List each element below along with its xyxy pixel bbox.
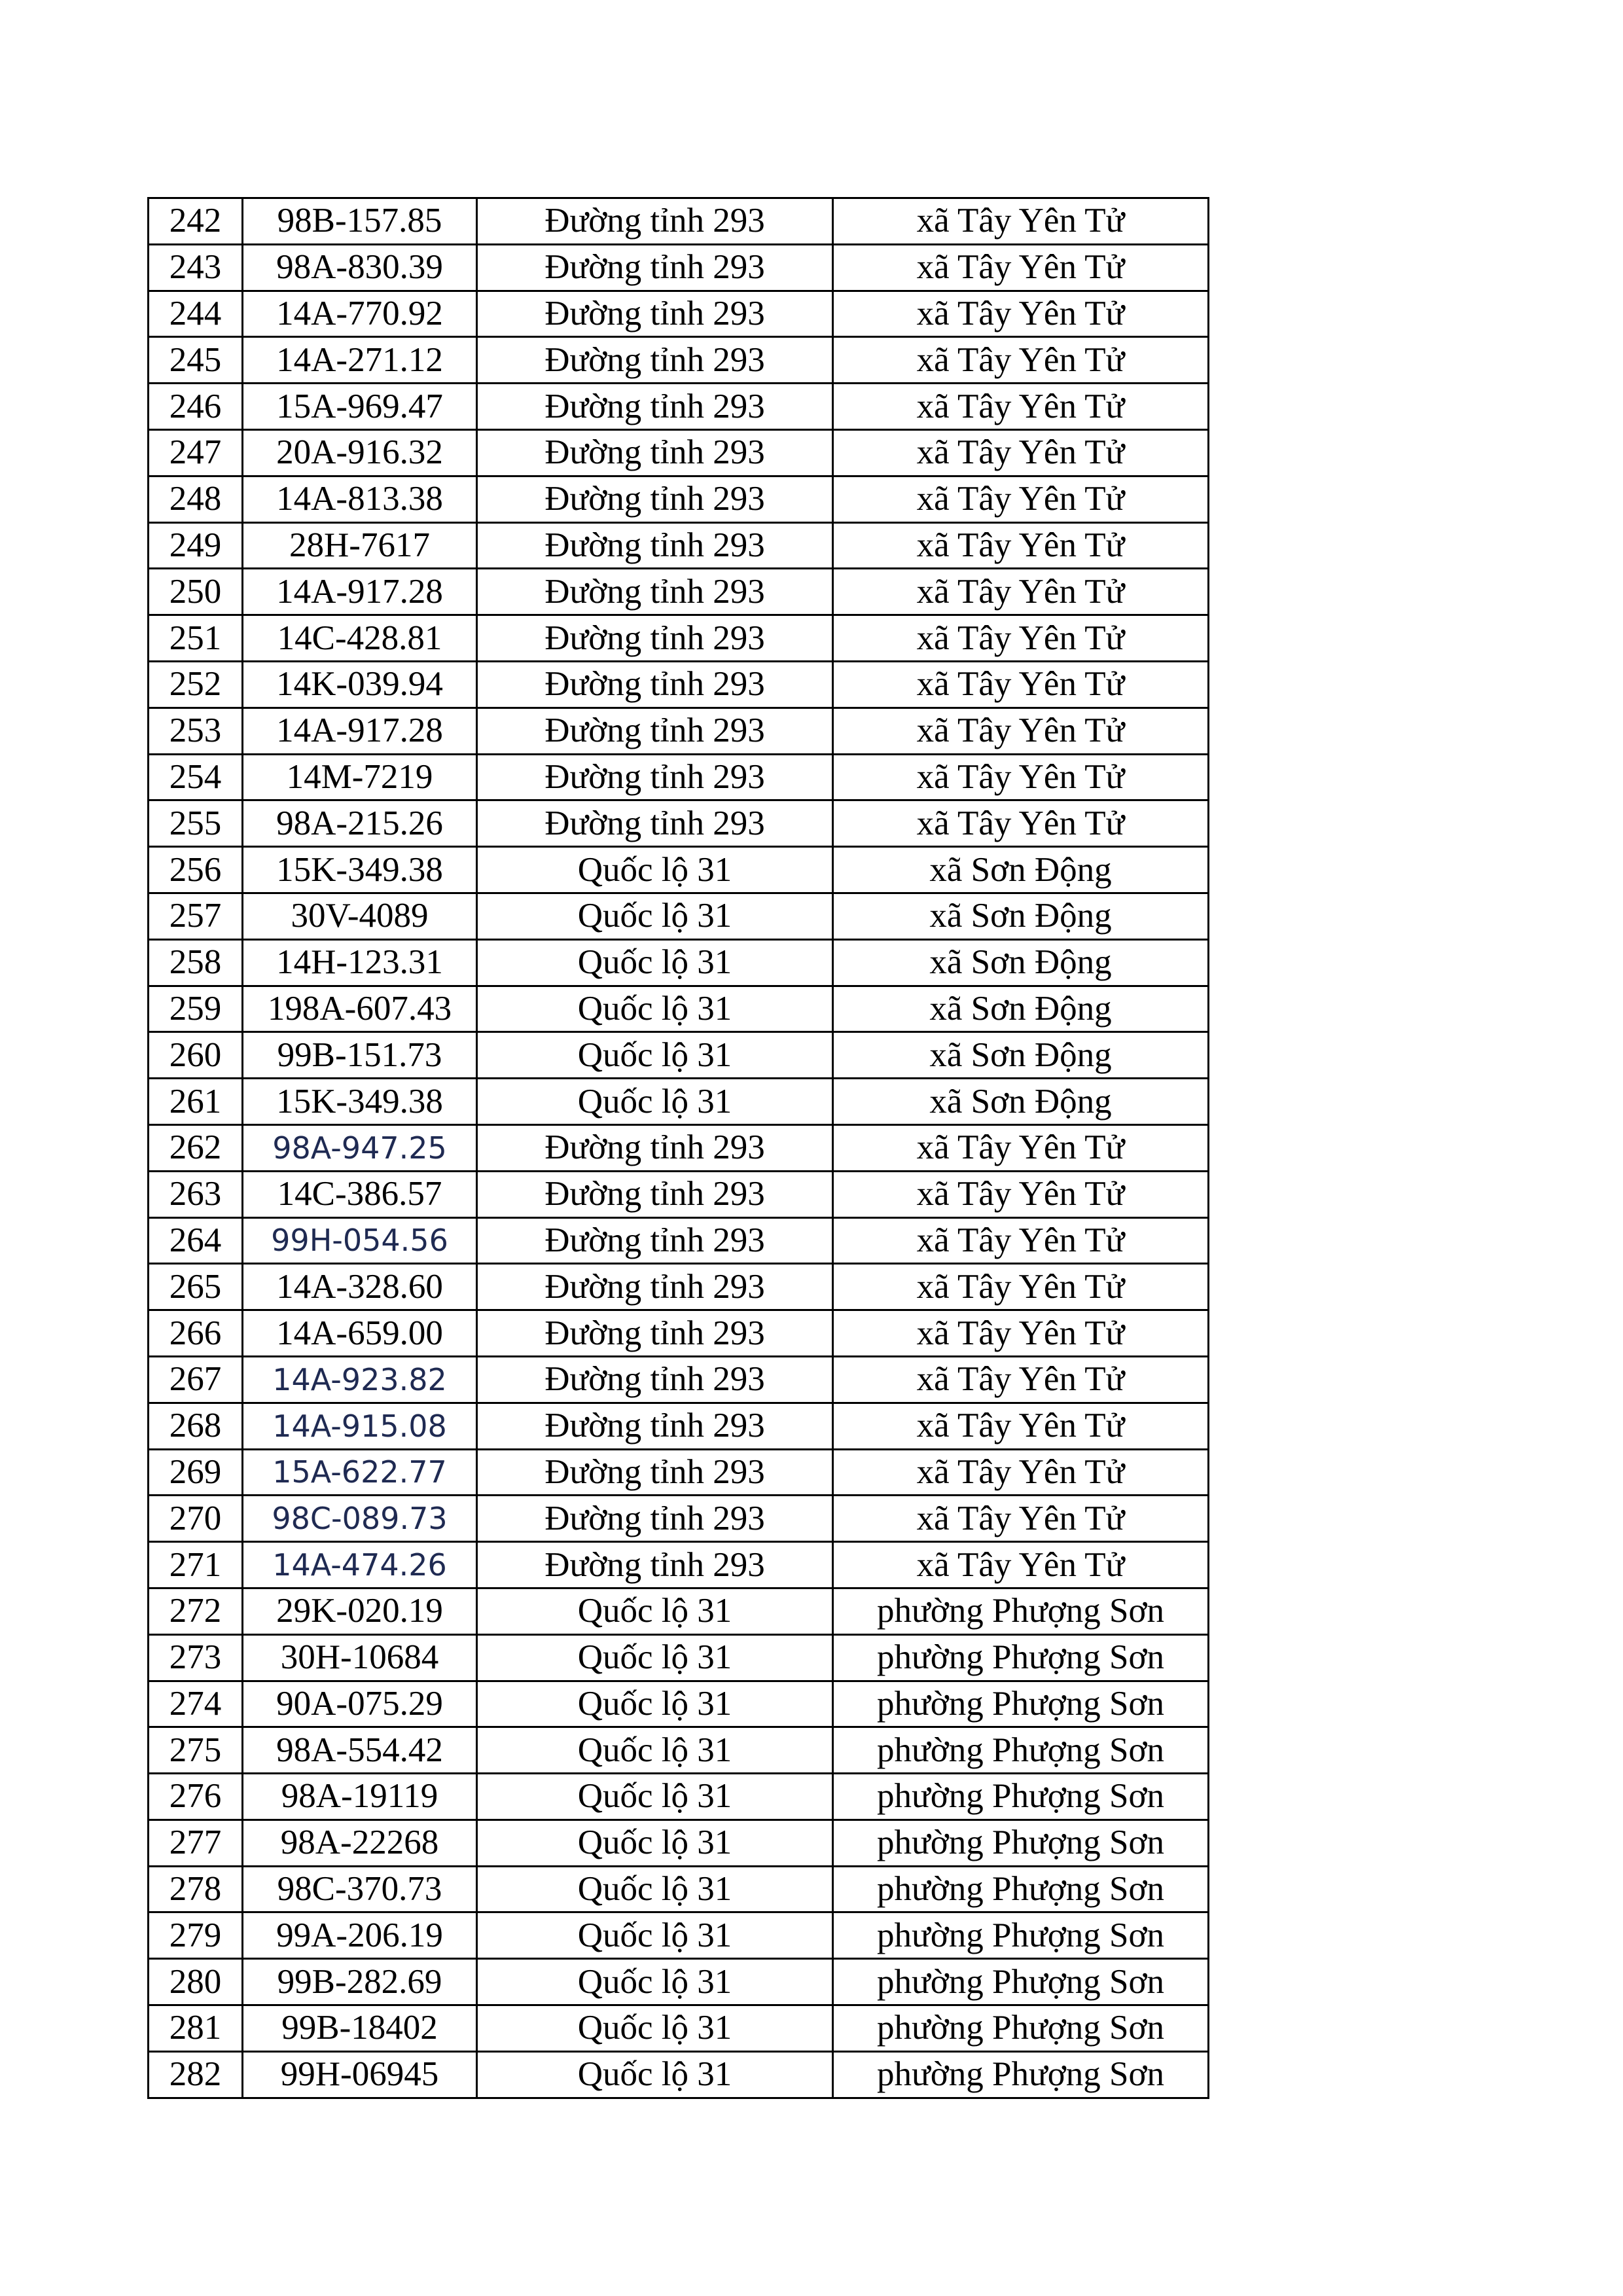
table-row [149,569,1209,615]
table-row [149,291,1209,337]
table-row [149,522,1209,569]
table-row [149,1403,1209,1449]
row-number-cell: 249 [149,522,243,569]
row-number-cell: 243 [149,244,243,291]
row-number-cell: 258 [149,939,243,986]
license-plate-cell: 15K-349.38 [243,1079,477,1125]
row-number-cell: 277 [149,1820,243,1866]
area-cell: xã Tây Yên Tử [833,384,1209,430]
table-row [149,708,1209,754]
row-number-cell: 261 [149,1079,243,1125]
license-plate-cell: 99B-18402 [243,2005,477,2052]
area-cell: xã Tây Yên Tử [833,476,1209,522]
road-cell: Đường tỉnh 293 [477,244,833,291]
table-row [149,1588,1209,1634]
license-plate-cell: 30V-4089 [243,893,477,939]
table-row [149,661,1209,708]
row-number-cell: 251 [149,615,243,662]
road-cell: Quốc lộ 31 [477,1588,833,1634]
road-cell: Quốc lộ 31 [477,1820,833,1866]
road-cell: Đường tỉnh 293 [477,1496,833,1542]
area-cell: xã Sơn Động [833,986,1209,1032]
area-cell: xã Tây Yên Tử [833,800,1209,847]
table-row [149,615,1209,662]
row-number-cell: 273 [149,1634,243,1681]
row-number-cell: 275 [149,1727,243,1774]
road-cell: Đường tỉnh 293 [477,569,833,615]
road-cell: Đường tỉnh 293 [477,754,833,800]
table-row [149,939,1209,986]
license-plate-cell: 198A-607.43 [243,986,477,1032]
row-number-cell: 281 [149,2005,243,2052]
table-row [149,1959,1209,2005]
road-cell: Quốc lộ 31 [477,1774,833,1820]
area-cell: phường Phượng Sơn [833,2051,1209,2098]
area-cell: xã Tây Yên Tử [833,244,1209,291]
row-number-cell: 272 [149,1588,243,1634]
license-plate-cell: 14A-813.38 [243,476,477,522]
table-row [149,1032,1209,1079]
row-number-cell: 278 [149,1866,243,1912]
area-cell: xã Tây Yên Tử [833,569,1209,615]
road-cell: Đường tỉnh 293 [477,522,833,569]
area-cell: xã Tây Yên Tử [833,1264,1209,1310]
license-plate-cell: 99B-282.69 [243,1959,477,2005]
row-number-cell: 260 [149,1032,243,1079]
row-number-cell: 253 [149,708,243,754]
road-cell: Quốc lộ 31 [477,939,833,986]
road-cell: Đường tỉnh 293 [477,1542,833,1588]
table-row [149,1542,1209,1588]
license-plate-cell: 14A-917.28 [243,708,477,754]
area-cell: phường Phượng Sơn [833,1634,1209,1681]
table-row [149,429,1209,476]
table-row [149,1171,1209,1217]
license-plate-cell: 15A-969.47 [243,384,477,430]
table-row [149,1774,1209,1820]
table-row [149,2005,1209,2052]
table-row [149,1310,1209,1357]
road-cell: Đường tỉnh 293 [477,1403,833,1449]
license-plate-cell: 29K-020.19 [243,1588,477,1634]
row-number-cell: 248 [149,476,243,522]
road-cell: Quốc lộ 31 [477,1079,833,1125]
area-cell: xã Tây Yên Tử [833,1171,1209,1217]
row-number-cell: 256 [149,847,243,893]
table-row [149,1820,1209,1866]
license-plate-cell: 14A-917.28 [243,569,477,615]
table-row [149,1634,1209,1681]
license-plate-cell: 20A-916.32 [243,429,477,476]
road-cell: Đường tỉnh 293 [477,476,833,522]
area-cell: xã Tây Yên Tử [833,1124,1209,1171]
road-cell: Quốc lộ 31 [477,1912,833,1959]
area-cell: xã Tây Yên Tử [833,1403,1209,1449]
table-row [149,337,1209,384]
table-row [149,893,1209,939]
table-body [149,198,1209,2098]
license-plate-cell: 98C-089.73 [243,1496,477,1542]
area-cell: xã Tây Yên Tử [833,661,1209,708]
row-number-cell: 266 [149,1310,243,1357]
road-cell: Đường tỉnh 293 [477,384,833,430]
table-row [149,1727,1209,1774]
area-cell: xã Sơn Động [833,1032,1209,1079]
road-cell: Đường tỉnh 293 [477,1449,833,1496]
row-number-cell: 254 [149,754,243,800]
area-cell: xã Tây Yên Tử [833,1356,1209,1403]
road-cell: Quốc lộ 31 [477,1959,833,2005]
area-cell: xã Sơn Động [833,847,1209,893]
area-cell: xã Tây Yên Tử [833,1217,1209,1264]
area-cell: phường Phượng Sơn [833,1959,1209,2005]
license-plate-cell: 98B-157.85 [243,198,477,245]
license-plate-cell: 14A-271.12 [243,337,477,384]
table-row [149,1356,1209,1403]
license-plate-cell: 90A-075.29 [243,1681,477,1727]
road-cell: Đường tỉnh 293 [477,429,833,476]
road-cell: Quốc lộ 31 [477,2051,833,2098]
table-row [149,1681,1209,1727]
row-number-cell: 269 [149,1449,243,1496]
row-number-cell: 252 [149,661,243,708]
row-number-cell: 263 [149,1171,243,1217]
license-plate-cell: 98C-370.73 [243,1866,477,1912]
license-plate-cell: 14C-386.57 [243,1171,477,1217]
area-cell: xã Tây Yên Tử [833,522,1209,569]
license-plate-cell: 14A-328.60 [243,1264,477,1310]
row-number-cell: 271 [149,1542,243,1588]
license-plate-cell: 14A-915.08 [243,1403,477,1449]
row-number-cell: 245 [149,337,243,384]
license-plate-cell: 98A-22268 [243,1820,477,1866]
row-number-cell: 257 [149,893,243,939]
road-cell: Đường tỉnh 293 [477,661,833,708]
license-plate-cell: 98A-215.26 [243,800,477,847]
row-number-cell: 268 [149,1403,243,1449]
row-number-cell: 270 [149,1496,243,1542]
license-plate-cell: 99B-151.73 [243,1032,477,1079]
road-cell: Đường tỉnh 293 [477,1264,833,1310]
area-cell: xã Tây Yên Tử [833,1310,1209,1357]
area-cell: phường Phượng Sơn [833,1681,1209,1727]
area-cell: xã Sơn Động [833,939,1209,986]
road-cell: Đường tỉnh 293 [477,615,833,662]
license-plate-cell: 14A-770.92 [243,291,477,337]
table-row [149,244,1209,291]
road-cell: Đường tỉnh 293 [477,198,833,245]
road-cell: Quốc lộ 31 [477,1727,833,1774]
area-cell: phường Phượng Sơn [833,1774,1209,1820]
table-row [149,2051,1209,2098]
area-cell: xã Sơn Động [833,893,1209,939]
table-row [149,476,1209,522]
road-cell: Đường tỉnh 293 [477,291,833,337]
table-row [149,847,1209,893]
row-number-cell: 267 [149,1356,243,1403]
row-number-cell: 255 [149,800,243,847]
table-row [149,800,1209,847]
table-row [149,1912,1209,1959]
license-plate-cell: 14A-923.82 [243,1356,477,1403]
license-plate-cell: 28H-7617 [243,522,477,569]
table-row [149,1079,1209,1125]
row-number-cell: 264 [149,1217,243,1264]
area-cell: xã Tây Yên Tử [833,1449,1209,1496]
table-row [149,754,1209,800]
license-plate-cell: 14A-659.00 [243,1310,477,1357]
area-cell: phường Phượng Sơn [833,1588,1209,1634]
row-number-cell: 274 [149,1681,243,1727]
row-number-cell: 280 [149,1959,243,2005]
table-row [149,1124,1209,1171]
road-cell: Đường tỉnh 293 [477,800,833,847]
area-cell: xã Sơn Động [833,1079,1209,1125]
row-number-cell: 282 [149,2051,243,2098]
road-cell: Đường tỉnh 293 [477,337,833,384]
license-plate-cell: 99H-054.56 [243,1217,477,1264]
area-cell: xã Tây Yên Tử [833,615,1209,662]
road-cell: Quốc lộ 31 [477,986,833,1032]
table-row [149,384,1209,430]
area-cell: xã Tây Yên Tử [833,1542,1209,1588]
area-cell: xã Tây Yên Tử [833,708,1209,754]
license-plate-cell: 98A-554.42 [243,1727,477,1774]
road-cell: Đường tỉnh 293 [477,1124,833,1171]
road-cell: Đường tỉnh 293 [477,1310,833,1357]
row-number-cell: 276 [149,1774,243,1820]
area-cell: xã Tây Yên Tử [833,1496,1209,1542]
license-plate-cell: 14H-123.31 [243,939,477,986]
area-cell: phường Phượng Sơn [833,1866,1209,1912]
row-number-cell: 242 [149,198,243,245]
license-plate-cell: 30H-10684 [243,1634,477,1681]
license-plate-cell: 98A-19119 [243,1774,477,1820]
road-cell: Đường tỉnh 293 [477,1356,833,1403]
road-cell: Quốc lộ 31 [477,2005,833,2052]
road-cell: Quốc lộ 31 [477,1866,833,1912]
row-number-cell: 259 [149,986,243,1032]
license-plate-cell: 15A-622.77 [243,1449,477,1496]
license-plate-cell: 14C-428.81 [243,615,477,662]
row-number-cell: 262 [149,1124,243,1171]
road-cell: Quốc lộ 31 [477,893,833,939]
license-plate-cell: 15K-349.38 [243,847,477,893]
table-row [149,1866,1209,1912]
table-row [149,986,1209,1032]
area-cell: xã Tây Yên Tử [833,429,1209,476]
area-cell: xã Tây Yên Tử [833,337,1209,384]
violation-table [147,197,1209,2099]
license-plate-cell: 99A-206.19 [243,1912,477,1959]
table-row [149,198,1209,245]
area-cell: xã Tây Yên Tử [833,198,1209,245]
road-cell: Quốc lộ 31 [477,1032,833,1079]
table-row [149,1264,1209,1310]
road-cell: Quốc lộ 31 [477,847,833,893]
table-row [149,1496,1209,1542]
area-cell: xã Tây Yên Tử [833,754,1209,800]
road-cell: Đường tỉnh 293 [477,1217,833,1264]
table-row [149,1217,1209,1264]
license-plate-cell: 98A-830.39 [243,244,477,291]
license-plate-cell: 98A-947.25 [243,1124,477,1171]
row-number-cell: 247 [149,429,243,476]
license-plate-cell: 99H-06945 [243,2051,477,2098]
row-number-cell: 279 [149,1912,243,1959]
row-number-cell: 246 [149,384,243,430]
area-cell: phường Phượng Sơn [833,2005,1209,2052]
license-plate-cell: 14A-474.26 [243,1542,477,1588]
road-cell: Quốc lộ 31 [477,1681,833,1727]
license-plate-cell: 14M-7219 [243,754,477,800]
table-row [149,1449,1209,1496]
row-number-cell: 244 [149,291,243,337]
row-number-cell: 265 [149,1264,243,1310]
area-cell: phường Phượng Sơn [833,1820,1209,1866]
road-cell: Đường tỉnh 293 [477,1171,833,1217]
area-cell: xã Tây Yên Tử [833,291,1209,337]
row-number-cell: 250 [149,569,243,615]
road-cell: Đường tỉnh 293 [477,708,833,754]
license-plate-cell: 14K-039.94 [243,661,477,708]
area-cell: phường Phượng Sơn [833,1912,1209,1959]
road-cell: Quốc lộ 31 [477,1634,833,1681]
area-cell: phường Phượng Sơn [833,1727,1209,1774]
